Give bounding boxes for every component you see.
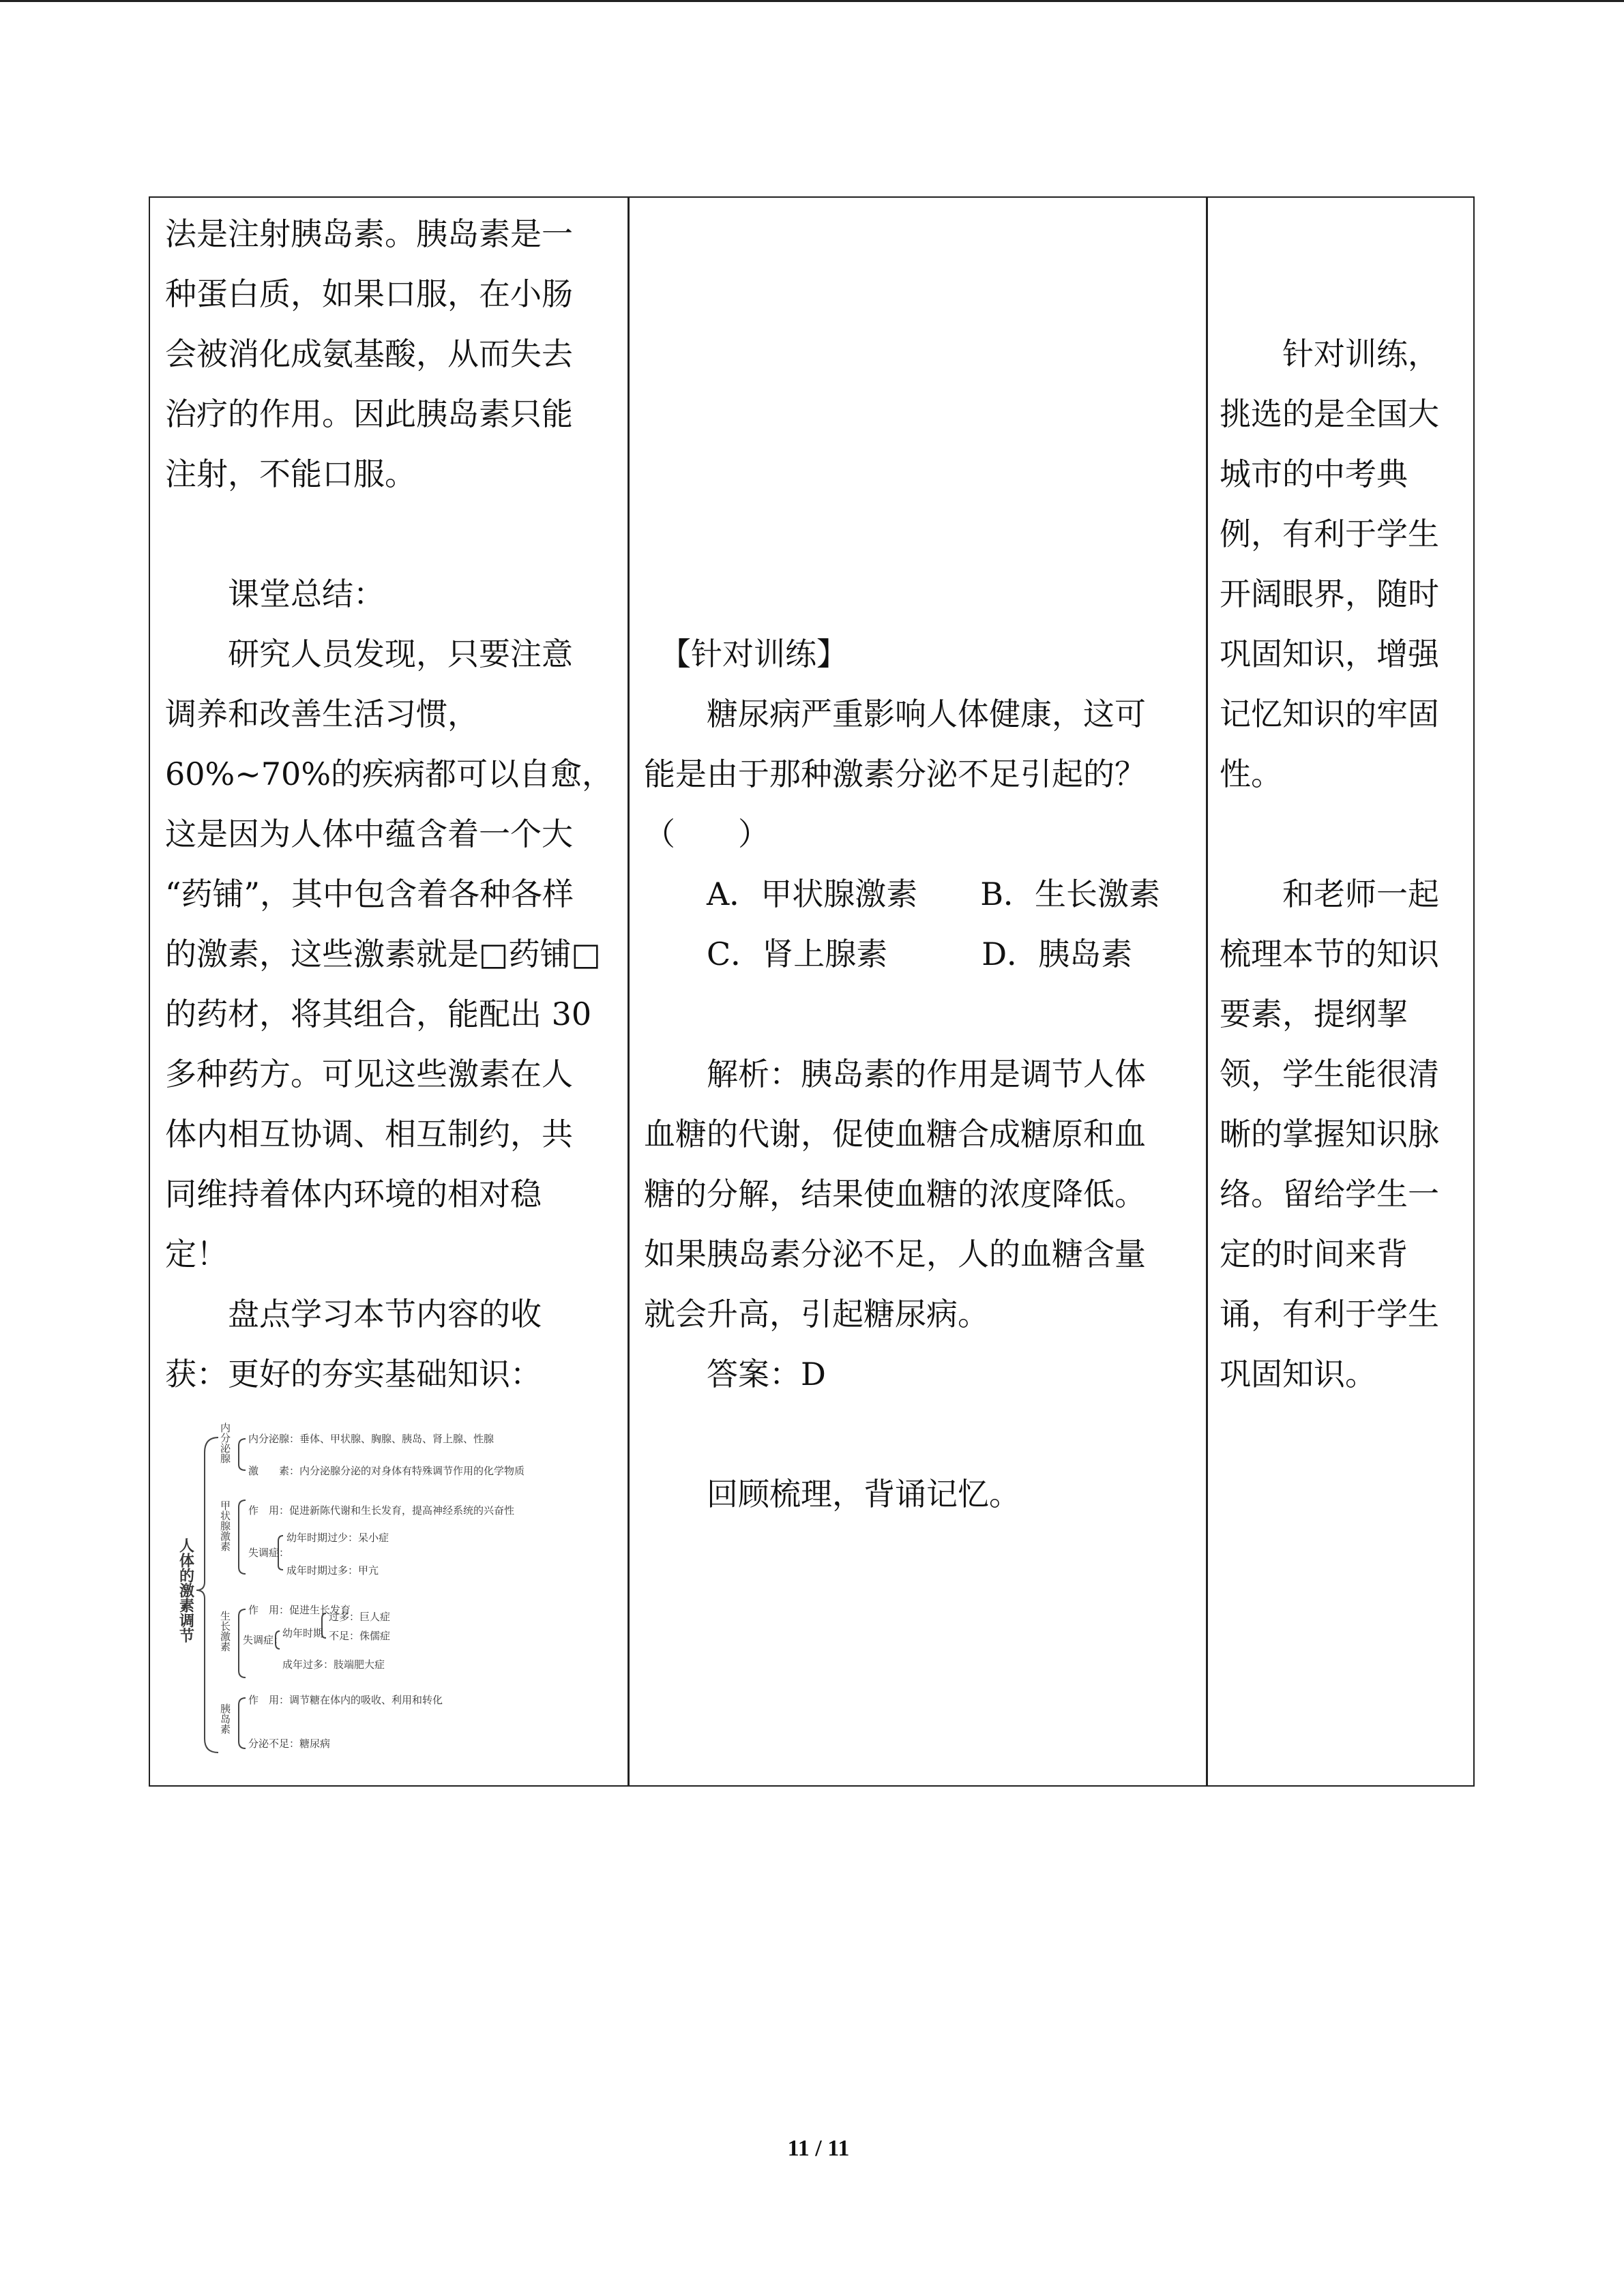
text-line: 和老师一起 <box>1220 876 1439 912</box>
text-line: 60%~70%的疾病都可以自愈， <box>165 756 614 792</box>
concept-map-item: 幼年时期过少：呆小症 <box>286 1532 389 1544</box>
text-line: 如果胰岛素分泌不足，人的血糖含量 <box>644 1236 1146 1272</box>
text-line: 开阔眼界，随时 <box>1220 576 1439 612</box>
concept-map-item: 不足：侏儒症 <box>329 1630 391 1642</box>
page-number: 11 / 11 <box>787 2136 850 2161</box>
concept-map-item: 激 素：内分泌腺分泌的对身体有特殊调节作用的化学物质 <box>248 1465 525 1477</box>
text-line: 盘点学习本节内容的收 <box>165 1296 542 1332</box>
text-line: 获：更好的夯实基础知识： <box>165 1356 542 1392</box>
text-line: 解析：胰岛素的作用是调节人体 <box>644 1056 1146 1092</box>
text-line: 巩固知识。 <box>1220 1356 1376 1392</box>
text-line: 巩固知识，增强 <box>1220 636 1439 672</box>
text-line: 课堂总结： <box>165 576 385 612</box>
text-line: 就会升高，引起糖尿病。 <box>644 1296 989 1332</box>
text-line: 定！ <box>165 1236 228 1272</box>
text-line: 研究人员发现，只要注意 <box>165 636 573 672</box>
text-line: 诵，有利于学生 <box>1220 1296 1439 1332</box>
text-line: 要素，提纲挈 <box>1220 996 1408 1032</box>
concept-map-item: 内分泌腺：垂体、甲状腺、胸腺、胰岛、肾上腺、性腺 <box>248 1433 494 1445</box>
column-divider <box>628 198 630 1785</box>
text-line: 多种药方。可见这些激素在人 <box>165 1056 573 1092</box>
text-line: 记忆知识的牢固 <box>1220 696 1439 732</box>
concept-map-item: 作 用：调节糖在体内的吸收、利用和转化 <box>248 1694 443 1706</box>
text-line: 络。留给学生一 <box>1220 1176 1439 1212</box>
page-top-border <box>0 0 1624 2</box>
text-line: 血糖的代谢，促使血糖合成糖原和血 <box>644 1116 1146 1152</box>
text-line: 调养和改善生活习惯， <box>165 696 479 732</box>
text-line: 体内相互协调、相互制约，共 <box>165 1116 573 1152</box>
text-line: 能是由于那种激素分泌不足引起的？ <box>644 756 1146 792</box>
text-line: 这是因为人体中蕴含着一个大 <box>165 816 573 852</box>
text-line: 的激素，这些激素就是□药铺□ <box>165 936 601 972</box>
column-divider <box>1206 198 1208 1785</box>
concept-map-item: 作 用：促进新陈代谢和生长发育，提高神经系统的兴奋性 <box>248 1504 515 1517</box>
concept-map-item: 成年时期过多：甲亢 <box>286 1564 379 1577</box>
text-line: 梳理本节的知识 <box>1220 936 1439 972</box>
concept-map-item: 失调症： <box>243 1634 284 1646</box>
text-line: 性。 <box>1220 756 1282 792</box>
text-line: 晰的掌握知识脉 <box>1220 1116 1439 1152</box>
concept-map-item: 分泌不足：糖尿病 <box>248 1738 331 1750</box>
text-line: 法是注射胰岛素。胰岛素是一 <box>165 215 573 252</box>
text-line: 回顾梳理，背诵记忆。 <box>644 1476 1020 1512</box>
text-line: 例，有利于学生 <box>1220 516 1439 552</box>
text-line: 同维持着体内环境的相对稳 <box>165 1176 542 1212</box>
text-line: 的药材，将其组合，能配出 30 <box>165 996 592 1032</box>
text-line: 挑选的是全国大 <box>1220 396 1439 432</box>
concept-map-item: 幼年时期 <box>282 1627 324 1639</box>
text-line: 糖的分解，结果使血糖的浓度降低。 <box>644 1176 1146 1212</box>
text-line: 注射，不能口服。 <box>165 456 416 492</box>
text-line: 糖尿病严重影响人体健康，这可 <box>644 696 1146 732</box>
concept-map-group-label: 内分泌腺 <box>219 1422 231 1463</box>
concept-map-item: 过多：巨人症 <box>329 1611 391 1623</box>
concept-map-item: 失调症： <box>248 1547 290 1559</box>
text-line: 【针对训练】 <box>644 636 848 672</box>
text-line: 种蛋白质，如果口服，在小肠 <box>165 275 573 312</box>
text-line: （ ） <box>644 816 769 852</box>
concept-map-item: 成年过多：肢端肥大症 <box>282 1658 385 1671</box>
text-line: “药铺”，其中包含着各种各样 <box>165 876 574 912</box>
concept-map-group-label: 甲状腺激素 <box>219 1500 231 1551</box>
concept-map-group-label: 胰岛素 <box>219 1703 231 1734</box>
text-line: 答案：D <box>644 1356 826 1392</box>
text-line: A．甲状腺激素 B．生长激素 <box>644 876 1161 912</box>
hormone-concept-map <box>171 1412 607 1766</box>
lesson-table <box>149 196 1475 1787</box>
text-line: 治疗的作用。因此胰岛素只能 <box>165 396 573 432</box>
concept-map-group-label: 生长激素 <box>219 1611 231 1652</box>
text-line: 针对训练， <box>1220 336 1439 372</box>
text-line: 领，学生能很清 <box>1220 1056 1439 1092</box>
text-line: 会被消化成氨基酸，从而失去 <box>165 336 573 372</box>
text-line: 定的时间来背 <box>1220 1236 1408 1272</box>
text-line: C．肾上腺素 D．胰岛素 <box>644 936 1133 972</box>
concept-map-item: 作 用：促进生长发育 <box>248 1604 351 1616</box>
concept-map-root: 人体的激素调节 <box>177 1538 194 1643</box>
text-line: 城市的中考典 <box>1220 456 1408 492</box>
